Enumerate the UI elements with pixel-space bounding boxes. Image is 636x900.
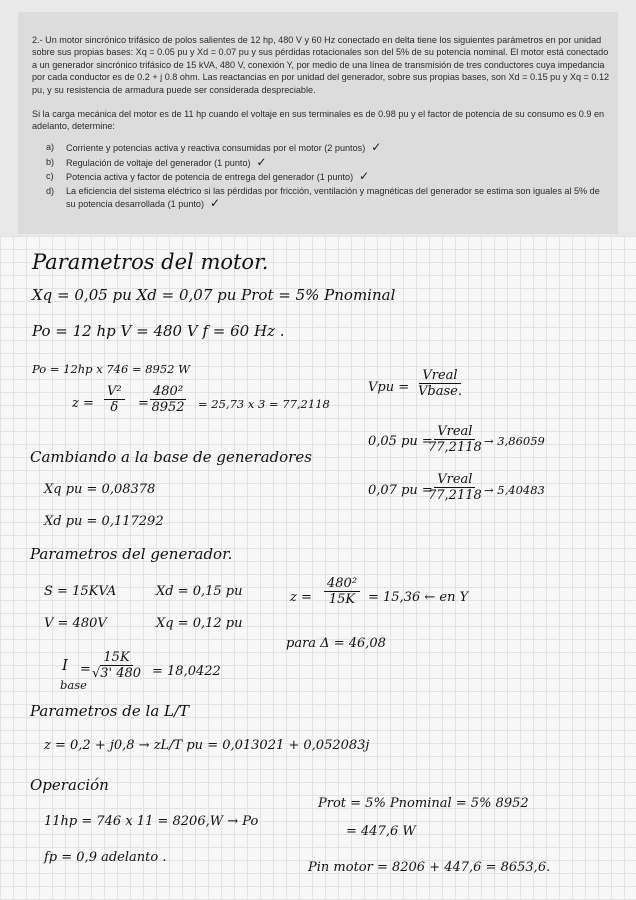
motor-ratings-line: Po = 12 hp V = 480 V f = 60 Hz .	[32, 322, 285, 340]
line-params-title: Parametros de la L/T	[30, 702, 190, 720]
conversion-1-label: 0,05 pu =	[368, 434, 433, 449]
i-base-result: = 18,0422	[152, 664, 221, 679]
check-mark-icon: ✓	[210, 196, 221, 211]
denominator: 15K	[328, 592, 356, 607]
item-letter: b)	[46, 156, 55, 167]
numerator: Vreal	[419, 368, 460, 384]
denominator: 8952	[151, 400, 185, 415]
motor-power-watts: Po = 12hp x 746 = 8952 W	[32, 362, 190, 376]
i-base-fraction	[92, 650, 141, 681]
vpu-fraction	[418, 368, 462, 399]
conversion-2-fraction	[428, 472, 482, 503]
operation-title: Operación	[30, 776, 109, 794]
check-mark-icon: ✓	[359, 169, 370, 184]
problem-statement	[18, 12, 618, 234]
output-power: 11hp = 746 x 11 = 8206,W → Po	[44, 814, 259, 829]
z-base-result: = 25,73 x 3 = 77,2118	[198, 397, 330, 411]
item-text: Regulación de voltaje del generador (1 punto)	[66, 157, 251, 168]
generator-z-fraction	[324, 576, 360, 607]
conversion-1-result: → 3,86059	[484, 434, 545, 448]
numerator: 480²	[324, 576, 360, 592]
denominator: δ	[110, 400, 119, 415]
question-item-c	[46, 170, 606, 183]
item-text: Corriente y potencias activa y reactiva consumidas por el motor (2 puntos)	[66, 143, 366, 153]
problem-question: Si la carga mecánica del motor es de 11 hp cuando el voltaje en sus terminales es de 0.98 pu y el factor de potencia de su consumo es 0.9 en adelanto, determine:	[32, 109, 605, 132]
generator-z-result: = 15,36 ← en Y	[368, 590, 469, 605]
conversion-2-label: 0,07 pu =	[368, 483, 433, 498]
motor-params-title: Parametros del motor.	[32, 250, 269, 274]
denominator: 77,2118	[428, 440, 482, 455]
numerator: 15K	[100, 650, 132, 666]
i-base-symbol: I	[62, 656, 68, 674]
motor-reactances-line: Xq = 0,05 pu Xd = 0,07 pu Prot = 5% Pnominal	[32, 286, 396, 304]
denominator: Vbase.	[418, 384, 462, 399]
numerator: 480²	[150, 384, 186, 400]
generator-z-label: z =	[290, 590, 312, 605]
rotational-losses-value: = 447,6 W	[346, 824, 416, 839]
equals-sign: =	[138, 396, 149, 411]
question-item-d	[46, 185, 606, 211]
z-base-label: z =	[72, 396, 94, 411]
base-change-title: Cambiando a la base de generadores	[30, 448, 312, 466]
xq-pu-value: Xq pu = 0,08378	[44, 482, 156, 497]
equals-sign: =	[80, 662, 91, 677]
question-item-a	[46, 141, 606, 154]
handwritten-notes-sheet	[0, 236, 636, 900]
generator-power: S = 15KVA	[44, 584, 117, 599]
check-mark-icon: ✓	[371, 140, 382, 154]
generator-params-title: Parametros del generador.	[30, 545, 233, 563]
problem-intro: 2.- Un motor sincrónico trifásico de polos salientes de 12 hp, 480 V y 60 Hz conectado en delta tiene los siguientes parámetros en por unidad sobre sus propias bases: Xq = 0.05 pu y Xd = 0.07 pu y sus pérdidas rotacionales son del 5% de su potencia nominal. El motor está conectado a un generador sincrónico trifásico de 15 kVA, 480 V, conexión Y, por medio de una línea de transmisión de tres conductores cuya impedancia por cada conductor es de 0.2 + j 0.8 ohm. Las reactancias en por unidad del generador, sobre sus propias bases, son Xd = 0.15 pu y Xq = 0.12 pu, y su resistencia de armadura puede ser considerada despreciable.	[32, 35, 610, 95]
delta-impedance: para Δ = 46,08	[286, 636, 386, 651]
check-mark-icon: ✓	[256, 154, 267, 169]
power-factor: fp = 0,9 adelanto .	[44, 850, 167, 865]
rotational-losses: Prot = 5% Pnominal = 5% 8952	[318, 796, 529, 811]
item-text: La eficiencia del sistema eléctrico si las pérdidas por fricción, ventilación y magnéticas del generador se estima son iguales al 5% de su potencia desarrollada (1 punto)	[66, 185, 600, 210]
generator-xd: Xd = 0,15 pu	[156, 584, 243, 599]
motor-input-power: Pin motor = 8206 + 447,6 = 8653,6.	[308, 860, 551, 875]
numerator: V²	[104, 384, 125, 400]
i-base-subscript: base	[60, 678, 87, 692]
xd-pu-value: Xd pu = 0,117292	[44, 514, 164, 529]
item-letter: d)	[46, 185, 55, 196]
line-impedance: z = 0,2 + j0,8 → zL/T pu = 0,013021 + 0,052083j	[44, 738, 370, 753]
item-text: Potencia activa y factor de potencia de entrega del generador (1 punto)	[66, 172, 354, 183]
conversion-1-fraction	[428, 424, 482, 455]
item-letter: c)	[46, 171, 54, 182]
generator-xq: Xq = 0,12 pu	[156, 616, 243, 631]
item-letter: a)	[46, 142, 55, 152]
vpu-label: Vpu =	[368, 380, 410, 395]
z-base-fraction-2	[150, 384, 186, 415]
question-item-b	[46, 156, 606, 169]
conversion-2-result: → 5,40483	[484, 483, 545, 497]
numerator: Vreal	[434, 472, 475, 488]
generator-voltage: V = 480V	[44, 616, 107, 631]
question-items	[46, 141, 606, 212]
z-base-fraction-1	[104, 384, 125, 415]
denominator: 77,2118	[428, 488, 482, 503]
denominator: √3' 480	[92, 666, 142, 681]
numerator: Vreal	[434, 424, 475, 440]
